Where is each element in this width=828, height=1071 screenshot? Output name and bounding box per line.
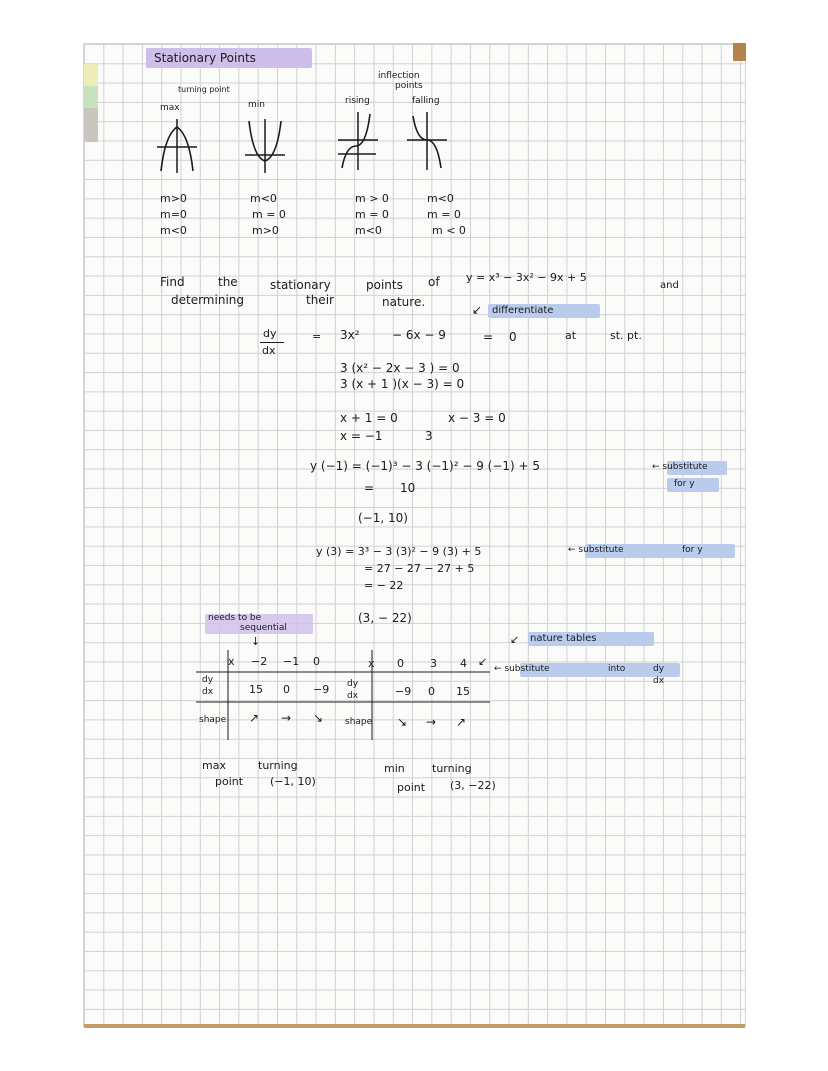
table2-shape-2: → — [426, 715, 437, 729]
at-word: at — [565, 329, 577, 342]
sub1-result: 10 — [400, 481, 416, 495]
factor-line-1: 3 (x² − 2x − 3 ) = 0 — [340, 361, 460, 375]
word-determining: determining — [171, 293, 244, 307]
rising-inflection-sketch — [336, 110, 380, 172]
substitute-2-note: ← substitute — [568, 545, 624, 555]
table1-caption-max: max — [202, 759, 226, 772]
table2-dydx-1: −9 — [395, 685, 412, 698]
sequential-note-1: needs to be — [208, 613, 262, 623]
table1-shape-label: shape — [199, 715, 227, 725]
substitution-2: y (3) = 3³ − 3 (3)² − 9 (3) + 5 — [316, 545, 482, 558]
nature-tables-note: nature tables — [530, 633, 597, 644]
eq1-zero: 0 — [509, 330, 517, 344]
table2-dx: dx — [347, 691, 359, 701]
table2-caption-coords: (3, −22) — [450, 779, 496, 792]
word-their: their — [306, 293, 334, 307]
table2-caption-point: point — [397, 781, 426, 794]
table1-shape-3: ↘ — [313, 711, 324, 725]
table1-caption-coords: (−1, 10) — [270, 775, 316, 788]
rising-m-2: m = 0 — [355, 208, 389, 221]
nature-tables-arrow: ↙ — [510, 633, 520, 646]
word-the: the — [218, 275, 238, 289]
page-title: Stationary Points — [154, 51, 256, 65]
table2-dydx-2: 0 — [428, 685, 435, 698]
table2-shape-3: ↗ — [456, 715, 467, 729]
word-and: and — [660, 280, 679, 291]
falling-m-1: m<0 — [427, 192, 454, 205]
sub1-equals: = — [364, 481, 375, 495]
table2-caption-turning: turning — [432, 762, 472, 775]
differentiate-note: differentiate — [492, 305, 554, 316]
table1-dy: dy — [202, 675, 214, 685]
word-points: points — [366, 278, 403, 292]
page-corner — [733, 43, 746, 61]
factor-line-2: 3 (x + 1 )(x − 3) = 0 — [340, 377, 465, 391]
falling-label: falling — [412, 96, 440, 106]
table1-header-2: −1 — [283, 655, 300, 668]
table-pointer-arrow: ↙ — [478, 655, 488, 668]
table1-dx: dx — [202, 687, 214, 697]
substitute-note: ← substitute — [652, 462, 708, 472]
turning-point-label: turning point — [178, 85, 230, 94]
sub2-line-2: = 27 − 27 − 27 + 5 — [364, 562, 475, 575]
max-m-2: m=0 — [160, 208, 187, 221]
table1-shape-2: → — [281, 711, 292, 725]
falling-m-3: m < 0 — [432, 224, 466, 237]
table1-dydx-1: 15 — [249, 683, 263, 696]
sub2-line-3: = − 22 — [364, 579, 404, 592]
table2-header-3: 4 — [460, 657, 467, 670]
falling-m-2: m = 0 — [427, 208, 461, 221]
min-label: min — [248, 100, 265, 110]
eq1-term-1: 3x² — [340, 328, 360, 342]
min-m-1: m<0 — [250, 192, 277, 205]
table1-caption-turning: turning — [258, 759, 298, 772]
max-sketch — [155, 115, 199, 177]
root-eq-2: x − 3 = 0 — [448, 411, 506, 425]
eq1-term-2: − 6x − 9 — [392, 328, 446, 342]
into-dx: dx — [653, 676, 665, 686]
min-m-2: m = 0 — [252, 208, 286, 221]
root-value-2: 3 — [425, 429, 433, 443]
falling-inflection-sketch — [405, 110, 449, 172]
table2-x-label: x — [368, 657, 375, 670]
rising-label: rising — [345, 96, 370, 106]
root-value-1: x = −1 — [340, 429, 383, 443]
points-label: points — [395, 81, 423, 91]
word-stationary: stationary — [270, 278, 331, 292]
inflection-label: inflection — [378, 71, 420, 81]
min-sketch — [243, 115, 287, 177]
table1-x-label: x — [228, 655, 235, 668]
into-dy: dy — [653, 664, 665, 674]
table2-header-1: 0 — [397, 657, 404, 670]
table1-dydx-3: −9 — [313, 683, 330, 696]
eq1-equals: = — [312, 330, 322, 343]
substitution-1: y (−1) = (−1)³ − 3 (−1)² − 9 (−1) + 5 — [310, 459, 541, 473]
max-label: max — [160, 103, 180, 113]
rising-m-1: m > 0 — [355, 192, 389, 205]
substitute-2-for-y: for y — [682, 545, 703, 555]
table1-shape-1: ↗ — [249, 711, 260, 725]
sequential-arrow: ↓ — [251, 635, 261, 648]
eq1-equals-2: = — [483, 330, 494, 344]
differentiate-arrow: ↙ — [472, 303, 483, 317]
table2-dydx-3: 15 — [456, 685, 470, 698]
max-m-3: m<0 — [160, 224, 187, 237]
table2-shape-1: ↘ — [397, 715, 408, 729]
max-m-1: m>0 — [160, 192, 187, 205]
table2-caption-min: min — [384, 762, 405, 775]
sequential-note-2: sequential — [240, 623, 287, 633]
page-bottom-edge — [84, 1024, 745, 1028]
dydx-numerator: dy — [263, 327, 277, 340]
tab-yellow — [84, 64, 98, 86]
substitute-note-for-y: for y — [674, 479, 695, 489]
min-m-3: m>0 — [252, 224, 279, 237]
root-eq-1: x + 1 = 0 — [340, 411, 398, 425]
tab-grey — [84, 108, 98, 142]
dydx-denominator: dx — [262, 344, 276, 357]
table1-caption-point: point — [215, 775, 244, 788]
word-nature: nature. — [382, 295, 426, 309]
word-find: Find — [160, 275, 185, 289]
table1-dydx-2: 0 — [283, 683, 290, 696]
problem-equation: y = x³ − 3x² − 9x + 5 — [466, 271, 587, 284]
dydx-bar — [260, 342, 284, 343]
table2-header-2: 3 — [430, 657, 437, 670]
point-1: (−1, 10) — [358, 511, 408, 525]
point-2: (3, − 22) — [358, 611, 412, 625]
word-of: of — [428, 275, 440, 289]
tab-green — [84, 86, 98, 108]
st-pt-word: st. pt. — [610, 329, 642, 342]
substitute-into-note: ← substitute — [494, 664, 550, 674]
table1-header-3: 0 — [313, 655, 320, 668]
rising-m-3: m<0 — [355, 224, 382, 237]
table2-dy: dy — [347, 679, 359, 689]
table2-shape-label: shape — [345, 717, 373, 727]
table1-header-1: −2 — [251, 655, 268, 668]
substitute-into-word: into — [608, 664, 626, 674]
